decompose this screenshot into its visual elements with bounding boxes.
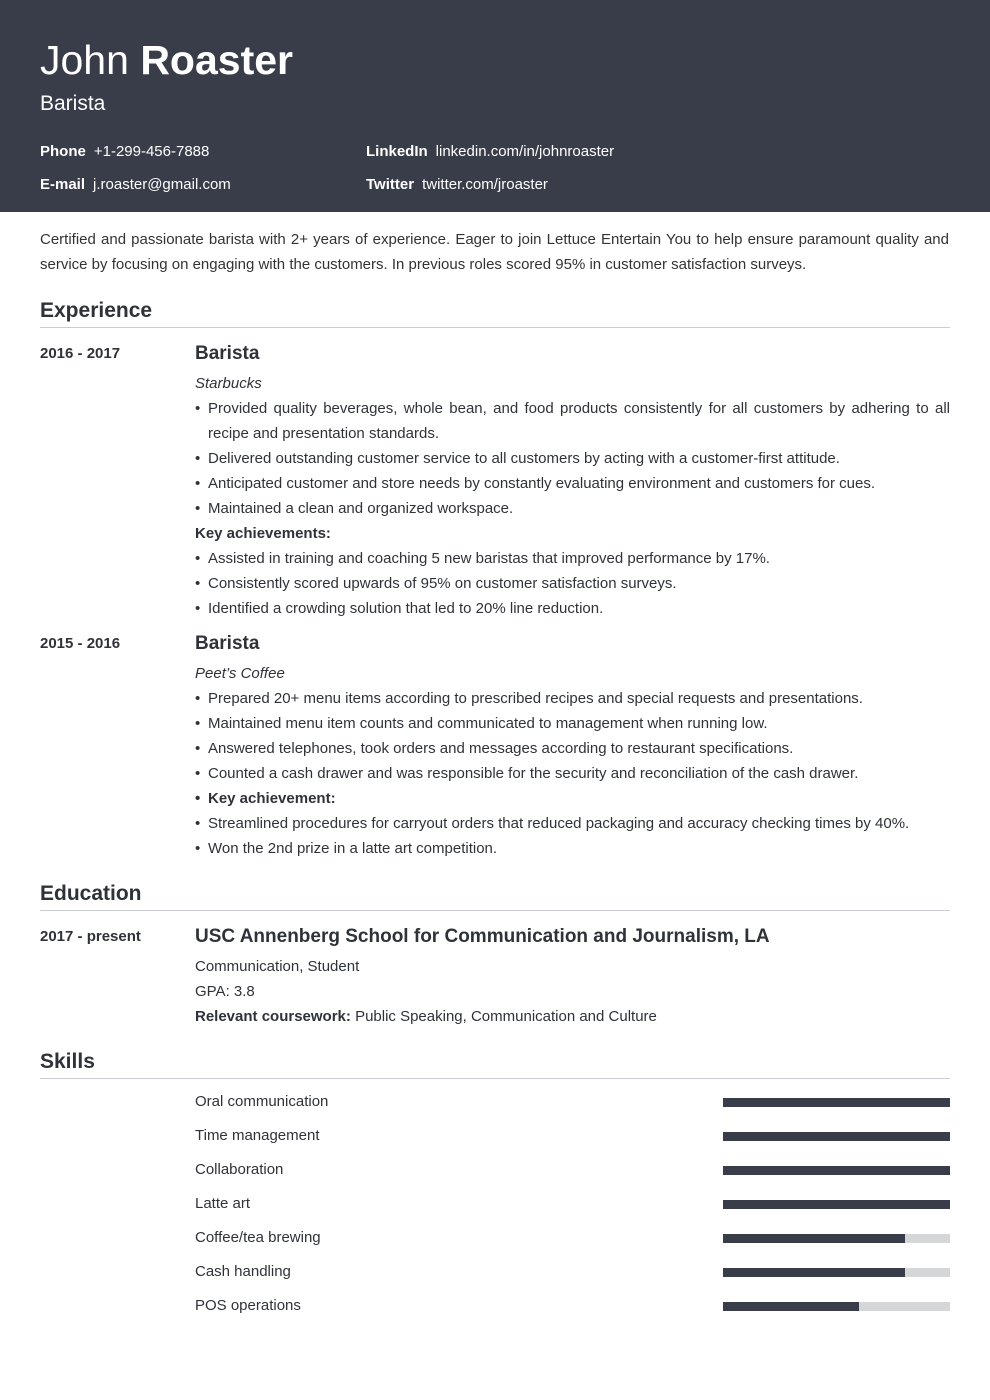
skill-level-bar [723,1132,950,1141]
contact-value[interactable]: +1-299-456-7888 [93,143,210,160]
skill-row [195,1124,950,1148]
list-item: • Consistently scored upwards of 95% on customer satisfaction surveys. [195,571,950,596]
candidate-name [40,36,293,84]
contact-email [40,175,231,195]
skill-name: Cash handling [195,1263,291,1280]
list-item: • Identified a crowding solution that led to 20% line reduction. [195,596,950,621]
list-item: • Delivered outstanding customer service to all customers by acting with a customer-first attitude. [195,446,950,471]
list-item: • Maintained menu item counts and communicated to management when running low. [195,711,950,736]
degree: Communication, Student [195,958,360,975]
contact-phone [40,142,209,162]
list-item: • Provided quality beverages, whole bean, and food products consistently for all customers by adhering to all recipe and presentation standards. [195,396,950,446]
job-duties-list [195,686,950,861]
experience-heading: Experience [40,299,153,322]
list-item: • Answered telephones, took orders and messages according to restaurant specifications. [195,736,950,761]
job-entry-starbucks [195,342,950,621]
skill-level-bar [723,1234,950,1243]
first-name: John [40,37,129,83]
skill-row [195,1090,950,1114]
contact-label: Phone [40,143,86,160]
contact-label: LinkedIn [366,143,428,160]
job-title: Barista [40,92,106,115]
skill-name: Collaboration [195,1161,284,1178]
skill-name: Coffee/tea brewing [195,1229,321,1246]
skill-level-bar [723,1166,950,1175]
header-banner [0,0,990,212]
skill-row [195,1192,950,1216]
skill-row [195,1158,950,1182]
skill-name: Oral communication [195,1093,329,1110]
skill-level-bar [723,1302,950,1311]
contact-label: E-mail [40,176,86,193]
education-heading: Education [40,882,142,905]
job-role: Barista [195,633,260,654]
skill-level-fill [723,1200,950,1209]
skill-level-bar [723,1268,950,1277]
job-company: Starbucks [195,375,262,392]
job-company: Peet’s Coffee [195,665,285,682]
school-name: USC Annenberg School for Communication and Journalism, LA [195,926,770,947]
list-item: • Anticipated customer and store needs by constantly evaluating environment and customers for cues. [195,471,950,496]
list-item: • Streamlined procedures for carryout orders that reduced packaging and accuracy checking times by 40%. [195,811,950,836]
achievements-list [195,546,950,621]
gpa: GPA: 3.8 [195,983,255,1000]
list-item: • Counted a cash drawer and was responsible for the security and reconciliation of the cash drawer. [195,761,950,786]
contact-label: Twitter [366,176,415,193]
education-dates: 2017 - present [40,928,141,945]
achievements-label: Key achievements: [195,525,331,542]
skill-name: POS operations [195,1297,301,1314]
skill-row [195,1294,950,1318]
contact-value[interactable]: linkedin.com/in/johnroaster [435,143,615,160]
job-dates: 2016 - 2017 [40,345,121,362]
coursework-label: Relevant coursework: [195,1008,351,1025]
skill-level-fill [723,1132,950,1141]
skill-level-fill [723,1234,905,1243]
skill-level-fill [723,1098,950,1107]
skill-level-bar [723,1200,950,1209]
summary-paragraph: Certified and passionate barista with 2+ years of experience. Eager to join Lettuce Entertain You to help ensure paramount quality and service by focusing on engaging with the customers. In previous roles scored 95% in customer satisfaction surveys. [40,231,949,273]
contact-linkedin [366,142,614,162]
section-divider [40,1078,950,1079]
list-item: • Won the 2nd prize in a latte art competition. [195,836,950,861]
contact-value[interactable]: twitter.com/jroaster [422,176,548,193]
education-entry [195,925,950,1029]
contact-value[interactable]: j.roaster@gmail.com [93,176,231,193]
last-name: Roaster [140,37,293,83]
job-dates: 2015 - 2016 [40,635,121,652]
list-item: • Maintained a clean and organized workspace. [195,496,950,521]
skill-row [195,1260,950,1284]
skills-heading: Skills [40,1050,95,1073]
list-item: • Prepared 20+ menu items according to prescribed recipes and special requests and presentations. [195,686,950,711]
job-role: Barista [195,343,260,364]
achievements-label: • Key achievement: [195,786,950,811]
coursework-value: Public Speaking, Communication and Culture [355,1008,657,1025]
list-item: • Assisted in training and coaching 5 new baristas that improved performance by 17%. [195,546,950,571]
skill-level-fill [723,1268,905,1277]
job-entry-peets [195,632,950,861]
contact-twitter [366,175,548,195]
job-duties-list [195,396,950,521]
skill-row [195,1226,950,1250]
skill-level-fill [723,1166,950,1175]
coursework [195,1004,950,1029]
section-divider [40,910,950,911]
skill-level-bar [723,1098,950,1107]
skill-name: Time management [195,1127,320,1144]
skill-name: Latte art [195,1195,251,1212]
section-divider [40,327,950,328]
skill-level-fill [723,1302,859,1311]
